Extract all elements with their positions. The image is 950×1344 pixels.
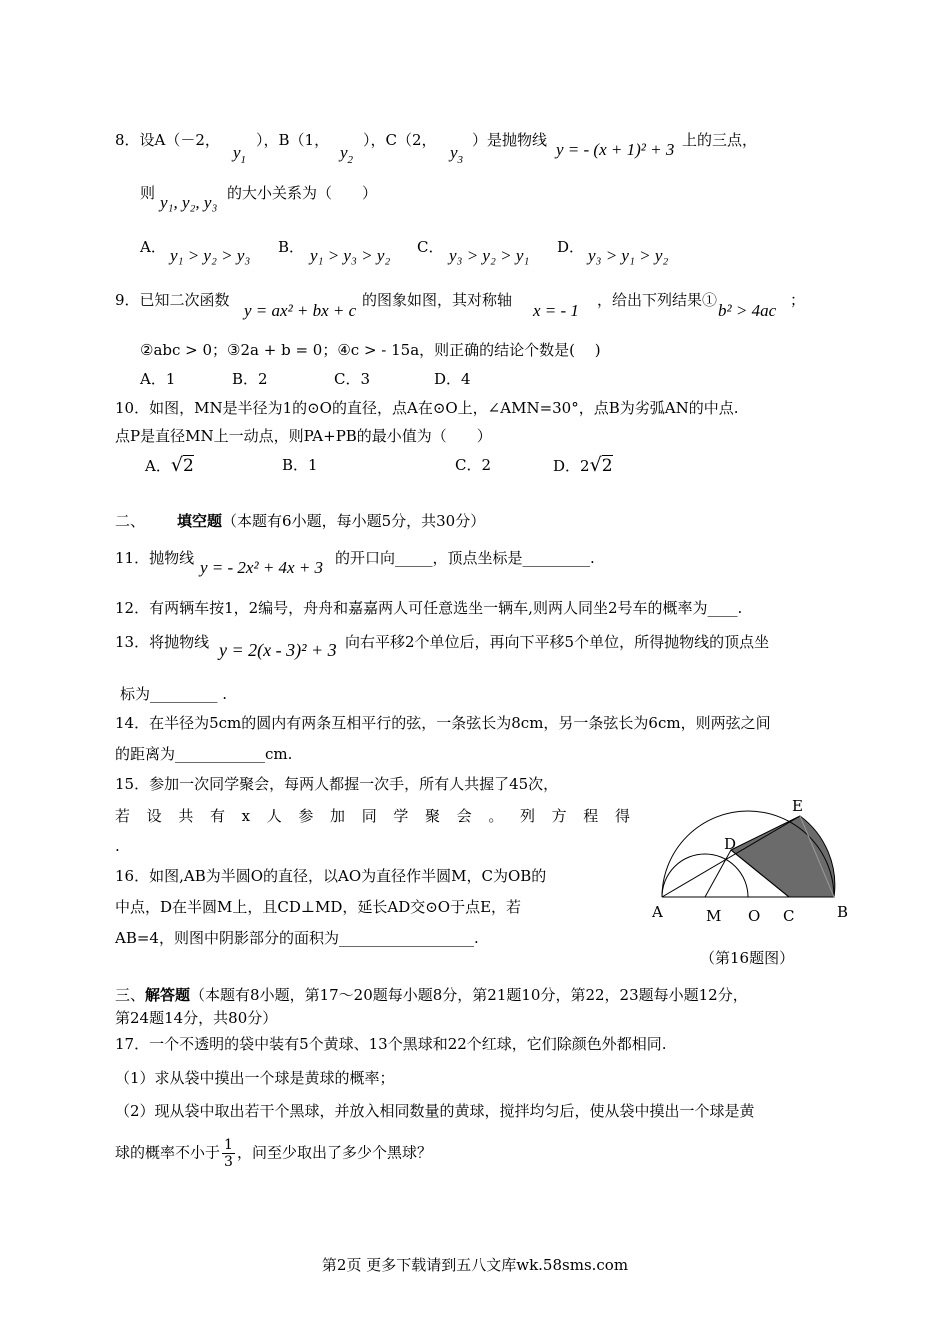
q8-opt-c: y₃ > y₂ > y₁ [449,246,530,265]
q8-opt-d: y₃ > y₁ > y₂ [588,246,669,265]
q14-line1: 14．在半径为5cm的圆内有两条互相平行的弦，一条弦长为8cm，另一条弦长为6cm，则两弦之间 [115,714,771,732]
q8-y3: $y_3$ [450,143,464,166]
sqrt-symbol: √ [589,454,602,476]
q9-opt-b: B．2 [232,370,268,388]
q8-opt-c-label: C． [417,238,444,256]
section2-heading: 二、 填空题（本题有6小题，每小题5分，共30分） [115,512,486,530]
q17-part2b: 球的概率不小于 $\frac{1}{3}$ ，问至少取出了多少个黑球？ [115,1137,432,1170]
label-c: C [783,907,795,925]
q8-opt-b: y₁ > y₃ > y₂ [310,246,391,265]
q11-text1: 11．抛物线 [115,549,195,567]
label-b: B [837,903,849,921]
q9-opt-c: C．3 [334,370,371,388]
sqrt-symbol: √ [170,454,183,476]
q10-opt-a: A．√2 [145,454,194,476]
q8-opt-d-label: D． [557,238,585,256]
q9-text2: 的图象如图，其对称轴 [362,291,513,309]
line-md [705,850,731,897]
q13-text1: 13．将抛物线 [115,633,210,651]
label-e: E [792,797,803,815]
q16-line1: 16．如图,AB为半圆O的直径，以AO为直径作半圆M，C为OB的 [115,867,547,885]
label-d: D [724,835,737,853]
semicircle-m [662,854,748,897]
q10-line1: 10．如图，MN是半径为1的⊙O的直径，点A在⊙O上，∠AMN=30°，点B为劣弧AN的中点. [115,399,739,417]
q8-line2-post: 的大小关系为（ ） [227,184,378,202]
fraction-one-third: $\frac{1}{3}$ [224,1137,233,1170]
q15-line2: 若 设 共 有 x 人 参 加 同 学 聚 会 。 列 方 程 得 [115,807,630,825]
q9-opt-a: A．1 [140,370,176,388]
q8-line2-formula: y₁, y₂, y₃ [160,193,218,212]
q16-caption: （第16题图） [700,949,795,967]
q15-line1: 15．参加一次同学聚会，每两人都握一次手，所有人共握了45次， [115,775,559,793]
q9-text4: ； [790,291,806,309]
q8-line2-pre: 则 [140,184,156,202]
q9-text1: 9．已知二次函数 [115,291,230,309]
q9-line2: ②abc > 0；③2a + b = 0；④c > - 15a，则正确的结论个数是( ) [140,341,601,359]
q8-opt-a: y₁ > y₂ > y₃ [170,246,251,265]
q8-formula: y = - (x + 1)² + 3 [556,140,675,159]
q8-text2: ），B（1， [256,131,330,149]
q8-text5: 上的三点， [682,131,758,149]
q9-text3: ，给出下列结果① [597,291,718,309]
page-footer: 第2页 更多下载请到五八文库wk.58sms.com [321,1256,629,1274]
q8-y2: $y_2$ [340,143,354,166]
q8-opt-b-label: B． [278,238,305,256]
q8-opt-a-label: A． [140,238,166,256]
q13-formula: y = 2(x - 3)² + 3 [219,640,337,660]
q9-formula: y = ax² + bx + c [244,301,357,320]
label-a: A [652,903,663,921]
q8-text1: 8．设A（－2， [115,131,220,149]
q16-line2: 中点，D在半圆M上，且CD⊥MD，延长AD交⊙O于点E，若 [115,898,522,916]
q11-formula: y = - 2x² + 4x + 3 [200,558,324,577]
q17-part2: （2）现从袋中取出若干个黑球，并放入相同数量的黄球，搅拌均匀后，使从袋中摸出一个球是黄 [115,1102,755,1120]
q17-part1: （1）求从袋中摸出一个球是黄球的概率； [115,1069,395,1087]
q14-line2: 的距离为____________cm. [115,745,293,763]
q10-line2: 点P是直径MN上一动点，则PA+PB的最小值为（ ） [115,427,492,445]
q8-y1: $y_1$ [233,143,247,166]
q16-figure [640,795,860,925]
q15-line3: . [115,837,120,855]
q12-text: 12．有两辆车按1，2编号，舟舟和嘉嘉两人可任意选坐一辆车,则两人同坐2号车的概率为____. [115,599,743,617]
section3-heading: 三、解答题（本题有8小题，第17～20题每小题8分，第21题10分，第22，23题每小题12分， [115,986,748,1004]
label-o: O [748,907,761,925]
q8-text3: ），C（2， [363,131,437,149]
q13-line2: 标为_________ . [120,685,228,703]
q16-line3: AB=4，则图中阴影部分的面积为__________________. [115,929,479,947]
q8-line1 [115,130,220,150]
q9-opt-d: D．4 [434,370,471,388]
q13-text2: 向右平移2个单位后，再向下平移5个单位，所得抛物线的顶点坐 [345,633,770,651]
q9-axis: x = - 1 [533,301,579,320]
q10-opt-c: C．2 [455,456,492,474]
q17-line1: 17．一个不透明的袋中装有5个黄球、13个黑球和22个红球，它们除颜色外都相同. [115,1035,667,1053]
q10-opt-b: B．1 [282,456,318,474]
q8-text4: ）是抛物线 [472,131,548,149]
section3-line2: 第24题14分，共80分） [115,1009,278,1027]
q9-cond1: b² > 4ac [718,301,777,320]
q11-text2: 的开口向_____，顶点坐标是_________. [335,549,595,567]
q10-opt-d: D．2√2 [553,454,613,476]
label-m: M [706,907,722,925]
